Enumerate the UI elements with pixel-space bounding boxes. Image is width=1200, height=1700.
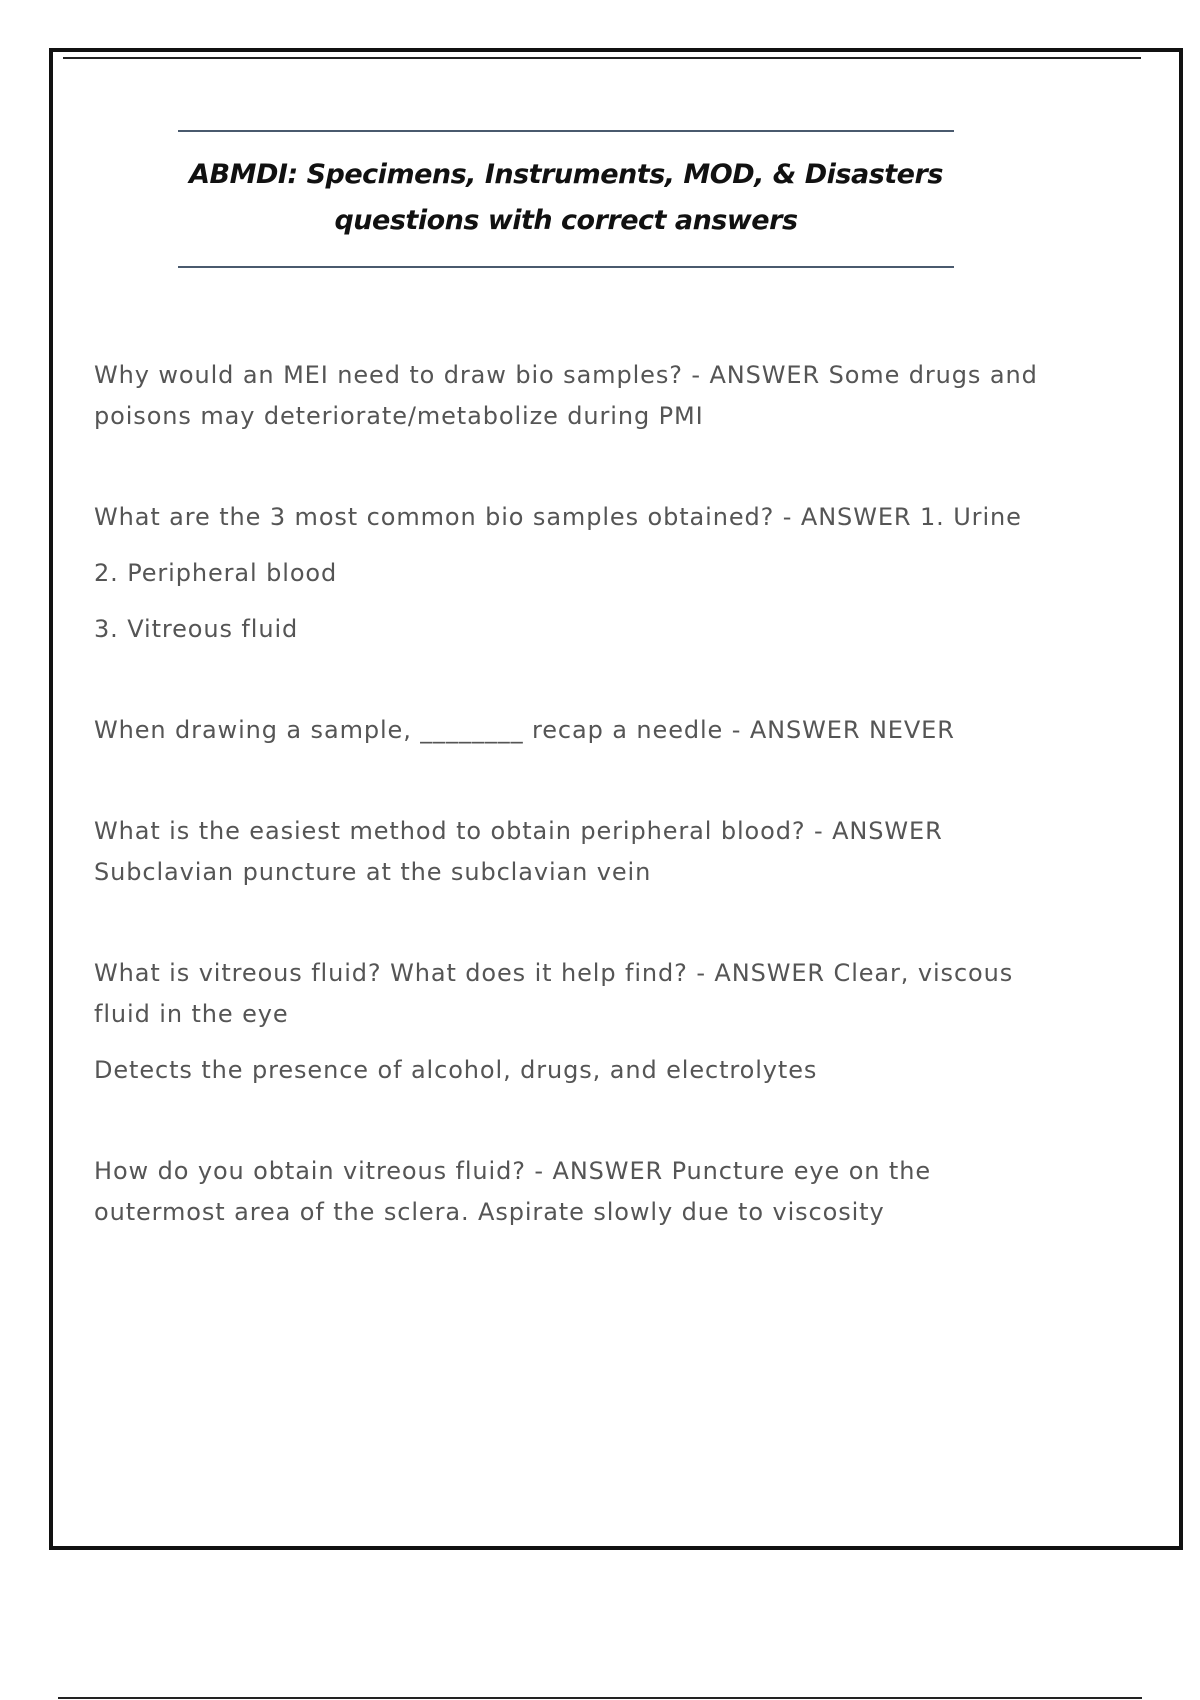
qa-item [94,1151,1094,1233]
qa-list [94,355,1094,1293]
qa-text-line: What is vitreous fluid? What does it help find? - ANSWER Clear, viscous [94,959,1014,987]
title-line-2: questions with correct answers [334,205,798,236]
qa-text-line: How do you obtain vitreous fluid? - ANSWER Puncture eye on the [94,1157,932,1185]
qa-item [94,953,1094,1091]
qa-text-line: outermost area of the sclera. Aspirate slowly due to viscosity [94,1198,885,1226]
qa-text-line: fluid in the eye [94,1000,289,1028]
document-title [178,132,954,266]
qa-answer-line: 2. Peripheral blood [94,559,338,587]
qa-item [94,811,1094,893]
qa-text-line: poisons may deteriorate/metabolize during PMI [94,402,704,430]
qa-text-line: When drawing a sample, ________ recap a needle - ANSWER NEVER [94,716,955,744]
title-bottom-rule [178,266,954,268]
qa-item [94,497,1094,650]
bottom-rule [58,1697,1142,1699]
qa-answer-line: 3. Vitreous fluid [94,615,299,643]
qa-item [94,710,1094,751]
qa-item [94,355,1094,437]
qa-text-line: What are the 3 most common bio samples obtained? - ANSWER 1. Urine [94,503,1022,531]
qa-answer-line: Detects the presence of alcohol, drugs, and electrolytes [94,1056,818,1084]
qa-text-line: Subclavian puncture at the subclavian vein [94,858,652,886]
title-block [178,130,954,268]
title-line-1: ABMDI: Specimens, Instruments, MOD, & Disasters [189,159,943,190]
top-rule [63,57,1141,59]
qa-text-line: What is the easiest method to obtain peripheral blood? - ANSWER [94,817,943,845]
qa-text-line: Why would an MEI need to draw bio samples? - ANSWER Some drugs and [94,361,1038,389]
